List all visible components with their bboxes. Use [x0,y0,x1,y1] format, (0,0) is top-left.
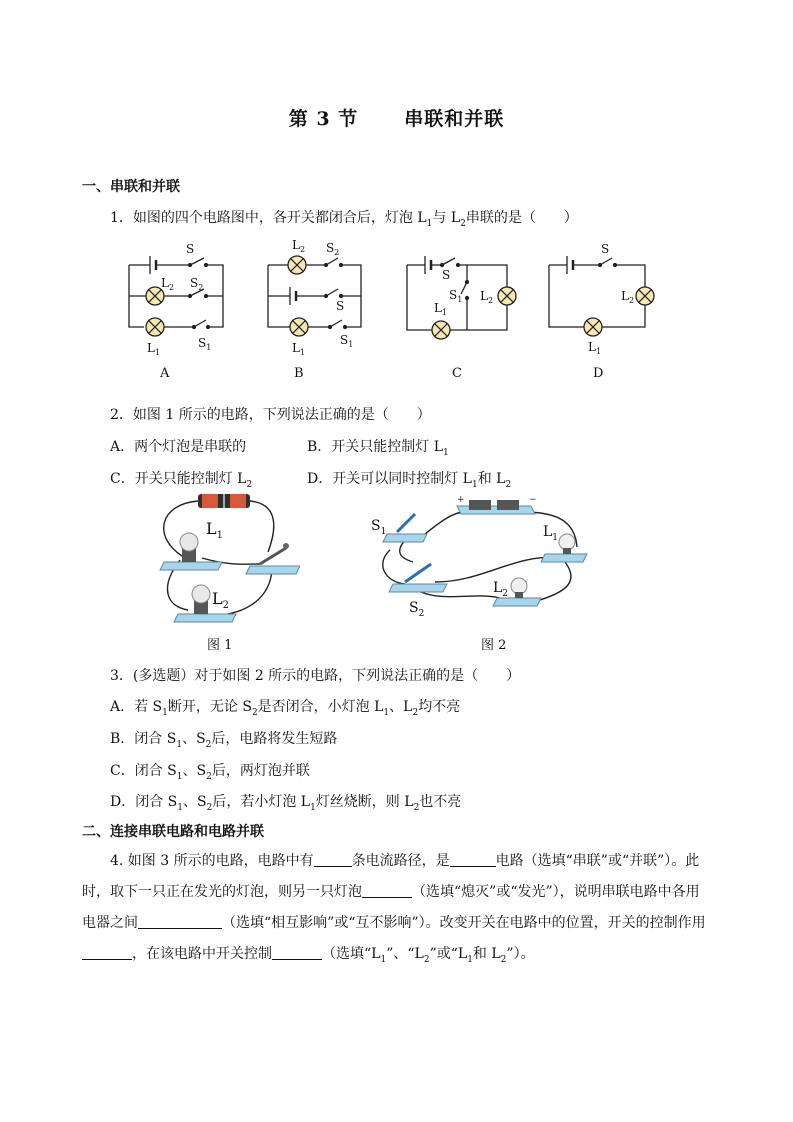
answer-blank[interactable] [450,852,496,867]
svg-text:−: − [529,495,537,505]
q2-option-d: D．开关可以同时控制灯 $L_1$和 $L_2$ [307,471,512,490]
question-3: 3．(多选题）对于如图 2 所示的电路，下列说法正确的是（ ） [110,668,521,684]
caption-c: C [452,366,462,381]
bulb-icon [498,287,516,305]
section-heading-1: 一、串联和并联 [82,179,180,195]
battery-icon [457,495,537,514]
figure-2 [365,492,597,622]
answer-blank[interactable] [82,945,132,960]
section-heading-2: 二、连接串联电路和电路并联 [82,824,264,840]
svg-text:S2: $S_2$ [326,241,340,257]
bulb-icon [636,287,654,305]
svg-text:L2: $L_2$ [480,289,494,305]
circuit-a [129,256,223,329]
svg-text:S: S [336,299,345,313]
circuit-b [268,258,361,329]
svg-text:L1: $L_1$ [588,340,602,356]
q2-option-a: A．两个灯泡是串联的 [110,439,247,455]
svg-text:S1: $S_1$ [449,288,463,304]
svg-text:L2: $L_2$ [212,589,229,611]
svg-text:+: + [457,495,465,505]
page-title: 第 3 节 串联和并联 [288,108,505,130]
svg-text:L2: $L_2$ [292,238,306,254]
caption-d: D [593,366,604,381]
svg-text:L1: $L_1$ [147,341,161,357]
question-4: 4. 如图 3 所示的电路，电路中有 条电流路径，是 电路（选填“串联”或“并联”）。此时，取下一只正在发光的灯泡，则另一只灯泡 （选填“熄灭”或“发光”），说明串联电路中各用电器之间 （选填“相互影响”或“互不影响”）。改变开关在电路中的位置，开关的控制作用，在该电路中开关控制 （选填“$L_1$”、“$L_2$”或“$L_1$和 $L_2$”）。 [82,853,706,965]
switch-icon [383,514,427,542]
question-1: 1．如图的四个电路图中，各开关都闭合后，灯泡 $L_1$与 $L_2$串联的是（ ） [110,210,578,229]
circuit-d [549,256,645,327]
svg-text:S1: $S_1$ [371,518,387,537]
figure-1 [140,486,300,631]
svg-text:L2: $L_2$ [493,580,509,599]
q3-option-d: D．闭合 $S_1$、$S_2$后，若小灯泡 $L_1$灯丝烧断，则 $L_2$也不亮 [110,794,462,813]
svg-text:L2: $L_2$ [161,276,175,292]
q3-option-c: C．闭合 $S_1$、$S_2$后，两灯泡并联 [110,763,310,782]
figure-1-caption: 图 1 [207,638,233,653]
svg-text:L2: $L_2$ [621,289,635,305]
q1-circuit-diagrams [0,236,793,386]
q2-option-b: B．开关只能控制灯 $L_1$ [307,439,449,458]
answer-blank[interactable] [138,914,222,929]
answer-blank[interactable] [314,852,352,867]
figure-2-caption: 图 2 [481,638,507,653]
bulb-icon [432,321,450,339]
answer-blank[interactable] [362,883,412,898]
switch-icon [246,543,300,574]
caption-a: A [160,366,170,381]
svg-text:S1: $S_1$ [340,333,354,349]
svg-text:L1: $L_1$ [543,524,559,543]
q3-option-a: A．若 $S_1$断开，无论 $S_2$是否闭合，小灯泡 $L_1$、$L_2$均不亮 [110,699,461,718]
svg-text:S: S [186,242,195,256]
svg-text:L1: $L_1$ [292,341,306,357]
svg-text:S: S [442,268,451,282]
bulb-icon [288,256,306,274]
bulb-icon [160,533,222,570]
svg-text:S: S [601,242,610,256]
bulb-icon [146,318,164,336]
question-2: 2．如图 1 所示的电路，下列说法正确的是（ ） [110,407,431,423]
svg-text:L1: $L_1$ [434,301,448,317]
bulb-icon [584,318,602,336]
bulb-icon [290,318,308,336]
switch-icon [389,564,447,592]
q3-option-b: B．闭合 $S_1$、$S_2$后，电路将发生短路 [110,731,338,750]
q2-option-c: C．开关只能控制灯 $L_2$ [110,471,253,490]
svg-text:S2: $S_2$ [190,276,204,292]
battery-icon [198,494,250,508]
svg-text:S1: $S_1$ [198,336,212,352]
answer-blank[interactable] [272,945,322,960]
caption-b: B [294,366,304,381]
svg-text:L1: $L_1$ [206,519,223,541]
svg-text:S2: $S_2$ [409,600,425,619]
